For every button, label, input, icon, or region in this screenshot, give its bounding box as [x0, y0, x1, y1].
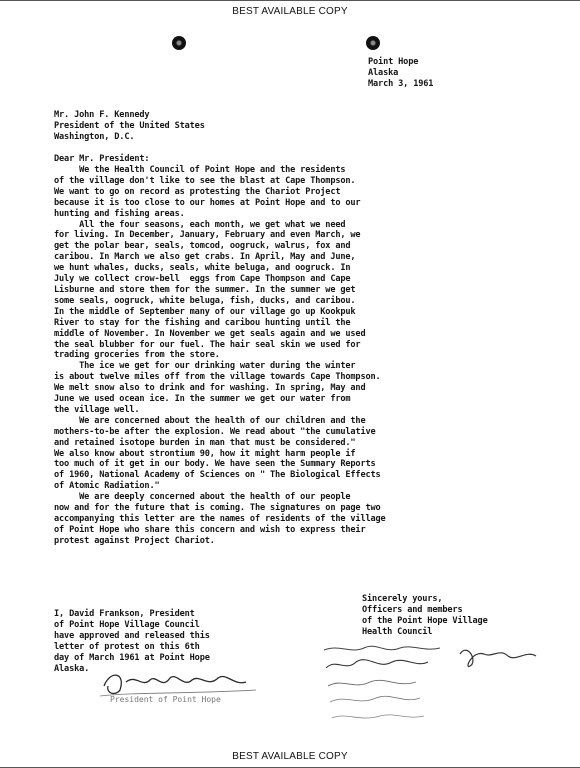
- signature-line-2: of Point Hope Village Council: [54, 619, 200, 630]
- president-title-faint: President of Point Hope: [110, 695, 221, 704]
- addressee-name: Mr. John F. Kennedy: [54, 110, 150, 120]
- body-line-26: and retained isotope burden in man that must be considered.": [54, 437, 356, 448]
- body-line-11: July we collect crow-bell eggs from Cape Thompson and Cape: [54, 274, 351, 285]
- body-line-27: We also know about strontium 90, how it might harm people if: [54, 448, 356, 459]
- addressee-block: [54, 110, 205, 143]
- body-line-13: some seals, oogruck, white beluga, fish, ducks, and caribou.: [54, 295, 356, 306]
- dateline-state: Alaska: [368, 67, 399, 78]
- body-line-15: River to stay for the fishing and caribou hunting until the: [54, 317, 351, 328]
- best-available-copy-banner-top: BEST AVAILABLE COPY: [232, 6, 348, 17]
- body-line-1: We the Health Council of Point Hope and the residents: [54, 165, 346, 175]
- punch-hole-right: [366, 36, 380, 50]
- body-line-7: for living. In December, January, February and even March, we: [54, 230, 361, 241]
- body-line-31: We are deeply concerned about the health of our people: [54, 492, 351, 503]
- council-signatures: [320, 640, 560, 740]
- body-line-18: trading groceries from the store.: [54, 350, 220, 361]
- body-line-25: mothers-to-be after the explosion. We read about "the cumulative: [54, 426, 376, 437]
- salutation: Dear Mr. President:: [54, 154, 150, 164]
- body-line-6: All the four seasons, each month, we get what we need: [54, 219, 346, 230]
- body-line-3: We want to go on record as protesting the Chariot Project: [54, 186, 341, 197]
- addressee-title: President of the United States: [54, 120, 205, 131]
- letter-body: [54, 165, 386, 547]
- body-line-8: get the polar bear, seals, tomcod, oogruck, walrus, fox and: [54, 241, 351, 252]
- body-line-4: because it is too close to our homes at Point Hope and to our: [54, 197, 361, 208]
- body-line-28: too much of it get in our body. We have seen the Summary Reports: [54, 459, 376, 470]
- body-line-2: of the village don't like to see the blast at Cape Thompson.: [54, 175, 356, 186]
- dateline-date: March 3, 1961: [368, 78, 434, 89]
- body-line-23: the village well.: [54, 404, 140, 415]
- dateline-place: Point Hope: [368, 57, 419, 67]
- closing-line-3: of the Point Hope Village: [362, 615, 488, 626]
- best-available-copy-banner-bottom: BEST AVAILABLE COPY: [232, 751, 348, 762]
- page-top-edge: [0, 0, 580, 1]
- closing-line-4: Health Council: [362, 626, 433, 637]
- body-line-22: June we used ocean ice. In the summer we get our water from: [54, 394, 351, 405]
- body-line-30: of Atomic Radiation.": [54, 481, 160, 492]
- body-line-16: middle of November. In November we get seals again and we used: [54, 328, 366, 339]
- closing-block: [362, 594, 488, 638]
- addressee-location: Washington, D.C.: [54, 131, 135, 142]
- body-line-12: Lisburne and store them for the summer. In the summer we get: [54, 284, 356, 295]
- closing-line-1: Sincerely yours,: [362, 594, 443, 604]
- body-line-9: caribou. In March we also get crabs. In April, May and June,: [54, 252, 356, 263]
- body-line-10: we hunt whales, ducks, seals, white beluga, and oogruck. In: [54, 263, 351, 274]
- david-frankson-signature: [96, 664, 266, 704]
- closing-line-2: Officers and members: [362, 604, 463, 615]
- body-line-14: In the middle of September many of our village go up Kookpuk: [54, 306, 356, 317]
- body-line-33: accompanying this letter are the names of residents of the village: [54, 514, 386, 524]
- body-line-19: The ice we get for our drinking water during the winter: [54, 361, 356, 372]
- body-line-35: protest against Project Chariot.: [54, 535, 215, 546]
- signature-line-4: letter of protest on this 6th: [54, 641, 200, 652]
- signature-line-1: I, David Frankson, President: [54, 609, 195, 619]
- signature-line-5: day of March 1961 at Point Hope: [54, 652, 210, 663]
- punch-hole-left: [172, 36, 186, 50]
- body-line-5: hunting and fishing areas.: [54, 208, 185, 219]
- body-line-21: We melt snow also to drink and for washing. In spring, May and: [54, 383, 366, 394]
- body-line-32: now and for the future that is coming. The signatures on page two: [54, 503, 381, 514]
- body-line-17: the seal blubber for our fuel. The hair seal skin we used for: [54, 339, 361, 350]
- signature-line-3: have approved and released this: [54, 630, 210, 641]
- body-line-29: of 1960, National Academy of Sciences on " The Biological Effects: [54, 470, 381, 481]
- body-line-20: is about twelve miles off from the village towards Cape Thompson.: [54, 372, 381, 383]
- dateline: [368, 57, 433, 90]
- body-line-24: We are concerned about the health of our children and the: [54, 415, 366, 426]
- signature-line-6: Alaska.: [54, 663, 90, 674]
- body-line-34: of Point Hope who share this concern and wish to express their: [54, 524, 366, 535]
